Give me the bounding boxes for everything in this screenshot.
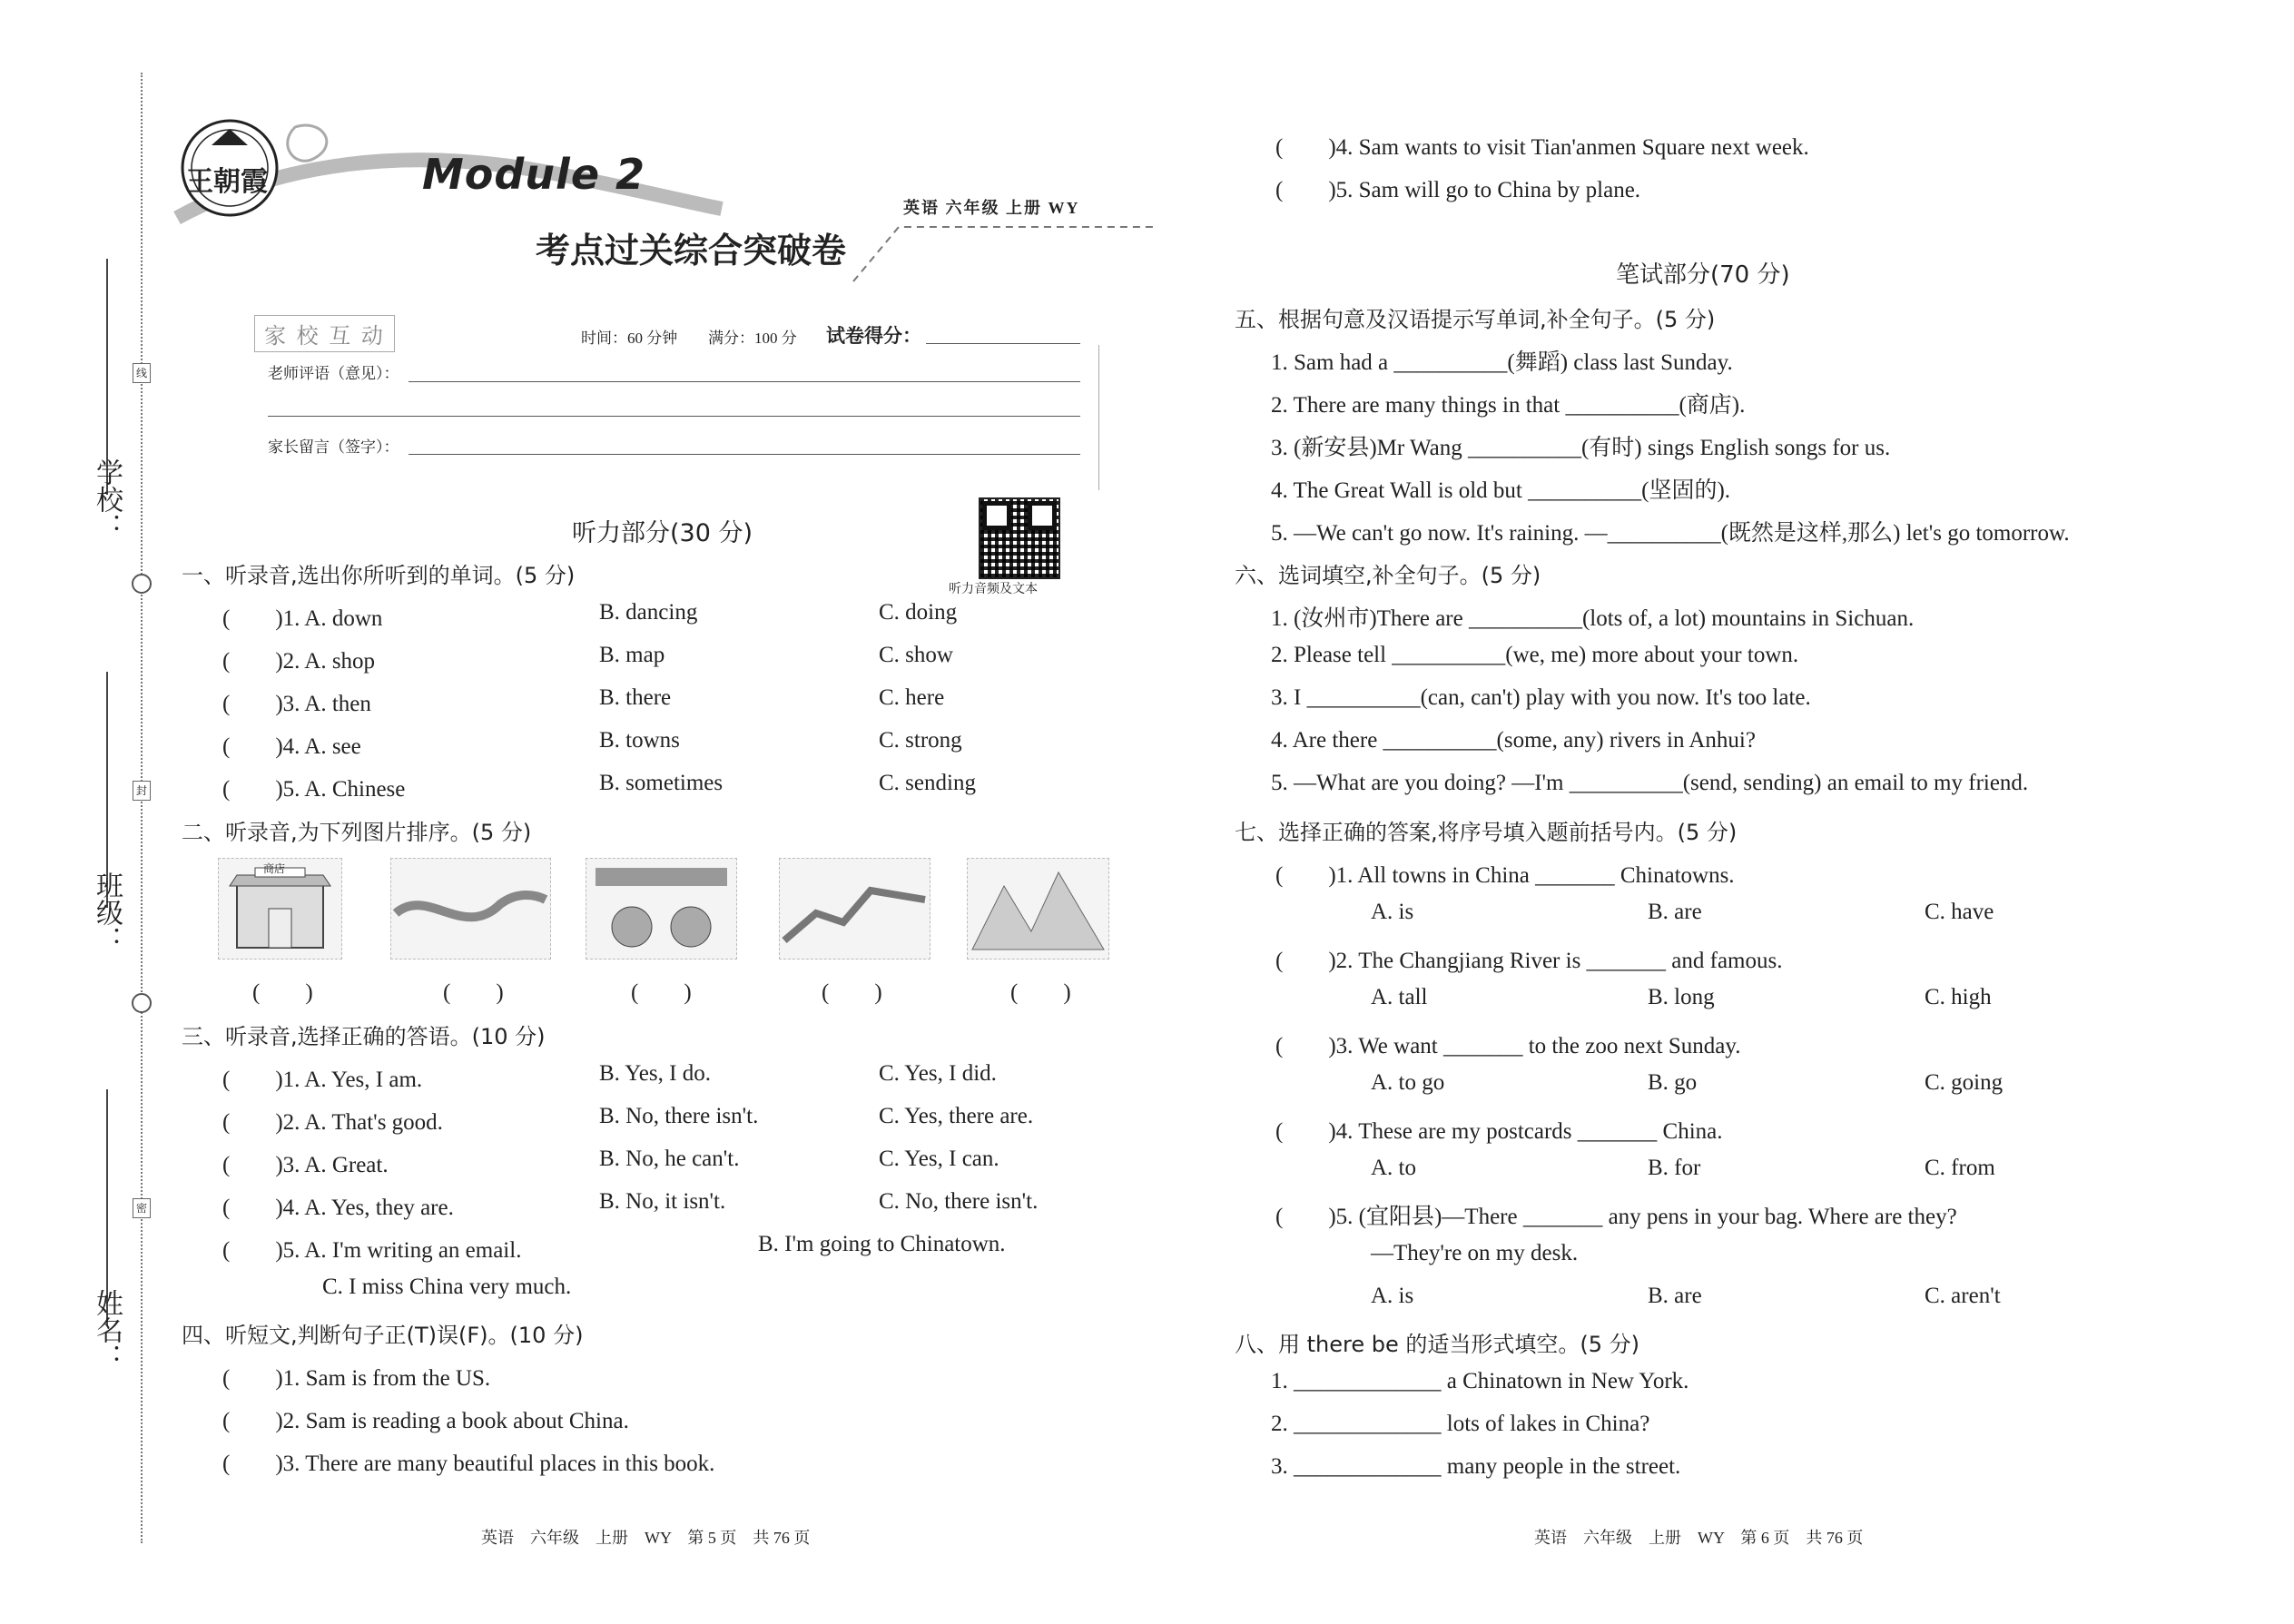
- s6-q4: 4. Are there __________(some, any) rivers in Anhui?: [1271, 728, 1756, 753]
- school-label: 学校：: [91, 458, 123, 540]
- full-score: 满分：100 分: [708, 330, 797, 347]
- seal-mark-line: 线: [133, 363, 151, 383]
- binding-hole-icon: [132, 574, 152, 594]
- section-8-title: 八、用 there be 的适当形式填空。(5 分): [1235, 1332, 1640, 1357]
- s3-q1-b: B. Yes, I do.: [599, 1061, 711, 1086]
- s4-q2: ( )2. Sam is reading a book about China.: [222, 1409, 629, 1433]
- s6-q5: 5. —What are you doing? —I'm __________(send, sending) an email to my friend.: [1271, 771, 2029, 795]
- chinatown-picture: [586, 858, 737, 960]
- section-6-title: 六、选词填空,补全句子。(5 分): [1235, 563, 1541, 588]
- score-blank[interactable]: [926, 343, 1080, 344]
- shop-sign: 商店: [263, 862, 286, 875]
- s4-q1: ( )1. Sam is from the US.: [222, 1366, 491, 1391]
- teacher-comment-line[interactable]: [409, 381, 1080, 382]
- s7-q3: ( )3. We want _______ to the zoo next Sunday.: [1275, 1034, 1741, 1058]
- binding-hole-icon: [132, 993, 152, 1013]
- s7-q2: ( )2. The Changjiang River is _______ and famous.: [1275, 949, 1783, 973]
- s6-q2: 2. Please tell __________(we, me) more about your town.: [1271, 643, 1799, 667]
- s1-q1-a: ( )1. A. down: [222, 606, 383, 631]
- s7-q4-c: C. from: [1925, 1156, 1995, 1180]
- binding-strip: [0, 0, 182, 1624]
- s5-q5: 5. —We can't go now. It's raining. —__________(既然是这样,那么) let's go tomorrow.: [1271, 521, 2070, 546]
- s3-q4-c: C. No, there isn't.: [879, 1189, 1039, 1214]
- s1-q3-a: ( )3. A. then: [222, 692, 371, 716]
- s7-q5-reply: —They're on my desk.: [1371, 1241, 1579, 1265]
- s8-q1: 1. _____________ a Chinatown in New York.: [1271, 1369, 1689, 1393]
- s1-q4-c: C. strong: [879, 728, 962, 753]
- score-label: 试卷得分：: [826, 325, 921, 347]
- s1-q5-b: B. sometimes: [599, 771, 724, 795]
- s7-q2-a: A. tall: [1371, 985, 1428, 1009]
- parent-message-label: 家长留言（签字）：: [268, 438, 399, 456]
- s3-q5-c: C. I miss China very much.: [322, 1275, 572, 1299]
- s3-q3-a: ( )3. A. Great.: [222, 1153, 389, 1177]
- s7-q5-a: A. is: [1371, 1284, 1414, 1308]
- s1-q4-b: B. towns: [599, 728, 680, 753]
- s3-q2-b: B. No, there isn't.: [599, 1104, 759, 1128]
- name-label: 姓名：: [91, 1289, 123, 1371]
- s7-q5-b: B. are: [1648, 1284, 1702, 1308]
- s6-q1: 1. (汝州市)There are __________(lots of, a lot) mountains in Sichuan.: [1271, 606, 1915, 631]
- picture-bracket-4[interactable]: ( ): [822, 980, 882, 1005]
- s3-q2-c: C. Yes, there are.: [879, 1104, 1034, 1128]
- s8-q3: 3. _____________ many people in the street.: [1271, 1454, 1681, 1479]
- section-2-title: 二、听录音,为下列图片排序。(5 分): [182, 820, 532, 845]
- seal-mark-seal: 封: [133, 781, 151, 801]
- section-4-title: 四、听短文,判断句子正(T)误(F)。(10 分): [182, 1323, 584, 1348]
- s3-q5-b: B. I'm going to Chinatown.: [758, 1232, 1006, 1256]
- s5-q2: 2. There are many things in that __________(商店).: [1271, 393, 1746, 418]
- frame-line: [1098, 345, 1099, 490]
- s1-q2-b: B. map: [599, 643, 665, 667]
- qr-caption: 听力音频及文本: [949, 583, 1038, 596]
- s4-q5: ( )5. Sam will go to China by plane.: [1275, 178, 1641, 202]
- teacher-comment-label: 老师评语（意见）：: [268, 365, 399, 382]
- home-school-tag: 家 校 互 动: [254, 315, 395, 352]
- picture-bracket-2[interactable]: ( ): [443, 980, 504, 1005]
- section-1-title: 一、听录音,选出你所听到的单词。(5 分): [182, 563, 576, 588]
- s7-q3-c: C. going: [1925, 1070, 2004, 1095]
- s3-q5-a: ( )5. A. I'm writing an email.: [222, 1238, 522, 1263]
- s1-q5-a: ( )5. A. Chinese: [222, 777, 406, 802]
- s1-q2-c: C. show: [879, 643, 953, 667]
- s8-q2: 2. _____________ lots of lakes in China?: [1271, 1412, 1650, 1436]
- picture-bracket-5[interactable]: ( ): [1010, 980, 1071, 1005]
- s1-q4-a: ( )4. A. see: [222, 734, 361, 759]
- s3-q4-a: ( )4. A. Yes, they are.: [222, 1196, 454, 1220]
- module-title: Module 2: [422, 150, 646, 199]
- s7-q2-b: B. long: [1648, 985, 1715, 1009]
- s1-q1-c: C. doing: [879, 600, 958, 625]
- s7-q4-a: A. to: [1371, 1156, 1416, 1180]
- section-5-title: 五、根据句意及汉语提示写单词,补全句子。(5 分): [1235, 307, 1716, 332]
- subject-badge: 英语 六年级 上册 WY: [903, 199, 1080, 217]
- great-wall-picture: [779, 858, 930, 960]
- s3-q4-b: B. No, it isn't.: [599, 1189, 726, 1214]
- teacher-comment-line-2[interactable]: [268, 416, 1080, 417]
- s7-q2-c: C. high: [1925, 985, 1992, 1009]
- class-label: 班级：: [91, 871, 123, 953]
- s7-q1-a: A. is: [1371, 900, 1414, 924]
- s1-q1-b: B. dancing: [599, 600, 698, 625]
- s3-q2-a: ( )2. A. That's good.: [222, 1110, 443, 1135]
- seal-mark-secret: 密: [133, 1198, 151, 1218]
- s3-q3-c: C. Yes, I can.: [879, 1147, 999, 1171]
- s6-q3: 3. I __________(can, can't) play with you now. It's too late.: [1271, 685, 1811, 710]
- s1-q3-b: B. there: [599, 685, 672, 710]
- s7-q4-b: B. for: [1648, 1156, 1701, 1180]
- dotted-cut-line: [141, 73, 143, 1543]
- logo-text: 王朝霞: [186, 167, 268, 197]
- river-picture: [390, 858, 551, 960]
- s5-q1: 1. Sam had a __________(舞蹈) class last Sunday.: [1271, 350, 1733, 375]
- s5-q3: 3. (新安县)Mr Wang __________(有时) sings English songs for us.: [1271, 436, 1891, 460]
- exam-time: 时间：60 分钟: [581, 330, 678, 347]
- s7-q5-c: C. aren't: [1925, 1284, 2001, 1308]
- s3-q1-a: ( )1. A. Yes, I am.: [222, 1068, 423, 1092]
- s7-q3-a: A. to go: [1371, 1070, 1445, 1095]
- s1-q3-c: C. here: [879, 685, 945, 710]
- picture-bracket-1[interactable]: ( ): [252, 980, 313, 1005]
- paper-subtitle: 考点过关综合突破卷: [536, 232, 847, 271]
- s4-q3: ( )3. There are many beautiful places in this book.: [222, 1452, 715, 1476]
- s7-q1-c: C. have: [1925, 900, 1994, 924]
- s1-q2-a: ( )2. A. shop: [222, 649, 376, 674]
- s7-q5: ( )5. (宜阳县)—There _______ any pens in your bag. Where are they?: [1275, 1205, 1957, 1229]
- qr-code-icon[interactable]: [979, 497, 1060, 579]
- section-3-title: 三、听录音,选择正确的答语。(10 分): [182, 1024, 546, 1049]
- parent-message-line[interactable]: [409, 454, 1080, 455]
- s4-q4: ( )4. Sam wants to visit Tian'anmen Square next week.: [1275, 135, 1809, 160]
- s3-q1-c: C. Yes, I did.: [879, 1061, 997, 1086]
- page-footer-left: 英语 六年级 上册 WY 第 5 页 共 76 页: [481, 1529, 811, 1547]
- s1-q5-c: C. sending: [879, 771, 976, 795]
- page-footer-right: 英语 六年级 上册 WY 第 6 页 共 76 页: [1534, 1529, 1864, 1547]
- s5-q4: 4. The Great Wall is old but __________(坚固的).: [1271, 478, 1731, 503]
- mountains-picture: [967, 858, 1109, 960]
- written-title: 笔试部分(70 分): [1616, 261, 1790, 289]
- s7-q1: ( )1. All towns in China _______ Chinatowns.: [1275, 863, 1735, 888]
- listening-title: 听力部分(30 分): [572, 519, 753, 547]
- s7-q3-b: B. go: [1648, 1070, 1698, 1095]
- picture-bracket-3[interactable]: ( ): [631, 980, 692, 1005]
- s7-q1-b: B. are: [1648, 900, 1702, 924]
- s3-q3-b: B. No, he can't.: [599, 1147, 740, 1171]
- section-7-title: 七、选择正确的答案,将序号填入题前括号内。(5 分): [1235, 820, 1738, 845]
- s7-q4: ( )4. These are my postcards _______ China.: [1275, 1119, 1723, 1144]
